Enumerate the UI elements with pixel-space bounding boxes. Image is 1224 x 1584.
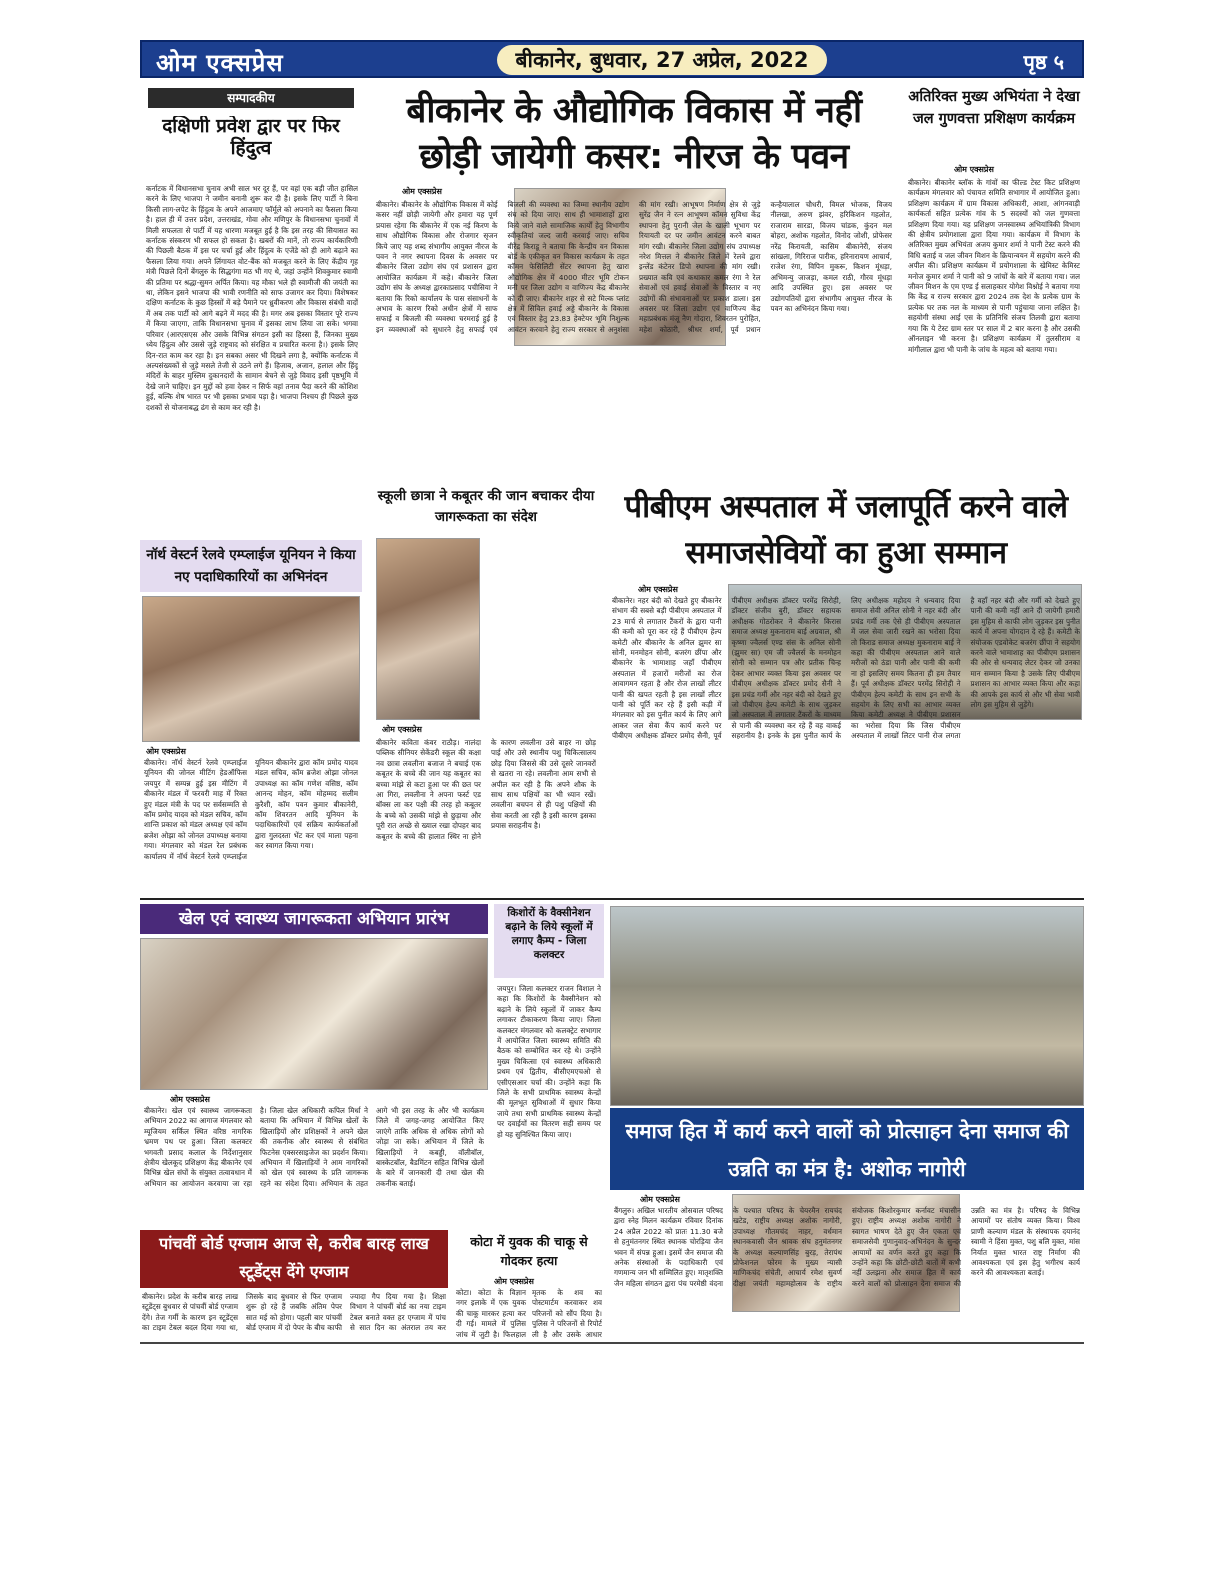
nagori-byline: ओम एक्सप्रेस — [640, 1195, 680, 1204]
nwr-byline: ओम एक्सप्रेस — [146, 747, 186, 756]
section-divider — [140, 898, 1084, 900]
paper-name: ओम एक्सप्रेस — [156, 49, 284, 77]
vaccine-headline: किशोरों के वैक्सीनेशन बढ़ाने के लिये स्कूलों में लगाए कैम्प - जिला कलक्टर — [505, 907, 593, 961]
lead-byline: ओम एक्सप्रेस — [402, 187, 442, 196]
kota-body: कोटा। कोटा के विज्ञान नगर इलाके में एक युवक की चाकू मारकर हत्या कर दी गई। मामले में पुलिस जांच में जुटी है। फिलहाल मृतक के शव का पोस्टमार्टम करवाकर शव परिजनों को सौंप दिया है। पुलिस ने परिजनों से रिपोर्ट ली है और उसके आधार — [456, 1288, 602, 1339]
pigeon-story — [372, 484, 600, 892]
vaccine-body: जयपुर। जिला कलक्टर राजन विशाल ने कहा कि किशोरों के वैक्सीनेशन को बढ़ाने के लिये स्कूलों में जाकर कैम्प लगाकर टीकाकरण किया जाए। जिला कलक्टर मंगलवार को कलक्ट्रेट सभागार में आयोजित जिला स्वास्थ्य समिति की बैठक को सम्बोधित कर रहे थे। उन्होंने मुख्य चिकित्सा एवं स्वास्थ्य अधिकारी प्रथम एवं द्वितीय, बीसीएमएचओ से एसीएसआर चर्चा की। उन्होंने कहा कि जिले के सभी प्राथमिक स्वास्थ्य केन्द्रों की मूलभूत सुविधाओं में सुधार किया जाये तथा सभी प्राथमिक स्वास्थ्य केन्द्रों पर दवाईयों का वितरण सही समय पर हो यह सुनिश्चित किया जाए। — [497, 984, 601, 1139]
exam-body: बीकानेर। प्रदेश के करीब बारह लाख स्टूडेंट्स बुधवार से पांचवीं बोर्ड एग्जाम देंगे। तेज गर्मी के कारण इन स्टूडेंट्स का टाइम टेबल बदल दिया गया था, जिसके बाद बुधवार से फिर एग्जाम शुरू हो रहे हैं जबकि अंतिम पेपर सात मई को होगा। पहली बार पांचवीं बोर्ड एग्जाम में दो पेपर के बीच काफी ज्यादा गैप दिया गया है। शिक्षा विभाग ने पांचवीं बोर्ड का नया टाइम टेबल बनाते वक्त हर एग्जाम में पांच से सात दिन का अंतराल तय कर — [142, 1292, 446, 1333]
kota-byline: ओम एक्सप्रेस — [494, 1277, 534, 1286]
nwr-photo — [142, 596, 360, 742]
editorial-headline: दक्षिणी प्रवेश द्वार पर फिर हिंदुत्व — [162, 116, 340, 159]
pigeon-body: बीकानेर कविता कंवर राठौड़। नालंदा पब्लिक सीनियर सेकेंडरी स्कूल की कक्षा नव छात्रा लवलीना बजाज ने बचाई एक कबूतर के बच्चे की जान यह कबूतर का बच्चा मांझे से कटा हुआ पर की छत पर आ गिरा, लवलीना ने अपना फर्स्ट एड बॉक्स ला कर पक्षी की तरह हो कबूतर के बच्चे को उसकी मांझे से छुड़ाया और पूरी रात अच्छे से ख्याल रखा दोपहर बाद कबूतर के बच्चे की हालात स्थिर ना होने के कारण लवलीना उसे बाहर ना छोड़ पाई और उसे स्थानीय पशु चिकित्सालय छोड़ दिया जिससे की उसे दूसरे जानवरों से खतरा ना रहे। लवलीना आम सभी से अपील कर रही है कि अपने शौक के साथ साथ पक्षियों का भी ध्यान रखें। लवलीना बचपन से ही पशु पक्षियों की सेवा करती आ रही है इसी कारण इसका प्रयास सराहनीय है। — [376, 738, 596, 841]
sports-headline: खेल एवं स्वास्थ्य जागरूकता अभियान प्रारंभ — [140, 904, 488, 934]
nagori-story — [610, 904, 1084, 1342]
pigeon-headline: स्कूली छात्रा ने कबूतर की जान बचाकर दीया जागरूकता का संदेश — [377, 488, 595, 525]
pbm-body: बीकानेर। नहर बंदी को देखते हुए बीकानेर संभाग की सबसे बड़ी पीबीएम अस्पताल में 23 मार्च से लगातार टैंकरों के द्वारा पानी की कमी को पूरा कर रहे हैं पीबीएम हेल्प कमेटी और बीकानेर के अनिल झुमर सा सोनी, मनमोहन सोनी, बजरंग छींपा और बीकानेर के भामाशाह जहाँ पीबीएम अस्पताल में हजारों मरीजों का रोज आवागमन रहता है और रोज लाखों लीटर पानी की खपत रहती है इस लाखों लीटर पानी को पूर्ति कर रहे हैं इसी कड़ी में मंगलवार को इस पुनीत कार्य के लिए आगे आकर जल सेवा कैंप कार्य करने पर पीबीएम अधीक्षक डॉक्टर प्रमोद सैनी, पूर्व पीबीएम अधीक्षक डॉक्टर परमेंद्र सिरोही, डॉक्टर संजीव बुरी, डॉक्टर सहायक अधीक्षक गोठरोकर ने बीकानेर किरास समाज अध्यक्ष मुकनाराम बाई अग्रवाल, श्री कृष्णा ज्वैलर्स एण्ड संस के अनिल सोनी (झुमर सा) एम जी ज्वैलर्स के मनमोहन सोनी को सम्मान पत्र और प्रतीक चिन्ह देकर आभार व्यक्त किया इस अवसर पर पीबीएम अधीक्षक डॉक्टर प्रमोद सैनी ने इस प्रचंड गर्मी और नहर बंदी को देखते हुए जो पीबीएम हेल्प कमेटी के साथ जुड़कर जो अस्पताल में लगातार टैंकरों के माध्यम से पानी की व्यवस्था कर रहे हैं वह वाकई सहरानीय है। इनके के इस पुनीत कार्य के लिए अधीक्षक महोदय ने धन्यवाद दिया समाज सेवी अनिल सोनी ने नहर बंदी और प्रचंड गर्मी तक ऐसे ही पीबीएम अस्पताल में जल सेवा जारी रखने का भरोसा दिया तो किराड समाज अध्यक्ष मुकनाराम बाई ने कहा की पीबीएम अस्पताल आने वाले मरीजों को ठंडा पानी और पानी की कमी ना हो इसलिए समय कितना ही हम तैयार हैं। पूर्व अधीक्षक डॉक्टर परमेंद्र सिरोही ने पीबीएम हेल्प कमेटी के साथ इन सभी के सहयोग के लिए सभी का आभार व्यक्त किया कमेटी अध्यक्ष ने पीबीएम प्रशासन का भरोसा दिया कि जिस पीबीएम अस्पताल में लाखों लिटर पानी रोज लगता है वहाँ नहर बंदी और गर्मी को देखते हुए पानी की कमी नहीं आने दी जायेगी हमारी इस मुहिम से काफी लोग जुड़कर इस पुनीत कार्य में अपना योगदान दे रहे हैं। कमेटी के संयोजक एडवोकेट बजरंग छींपा ने सहयोग करने वाले भामाशाह का पीबीएम प्रशासन की ओर से धन्यवाद लेटर देकर जो उनका मान सम्मान किया है उसके लिए पीबीएम प्रशासन का आभार व्यक्त किया और कहा की आपके इस कार्य से और भी सेवा भावी लोग इस मुहिम से जुड़ेंगे। — [612, 596, 1080, 741]
vaccine-story — [494, 904, 604, 1226]
sports-story — [140, 904, 488, 1226]
lead-story — [372, 186, 896, 478]
pigeon-byline: ओम एक्सप्रेस — [382, 725, 422, 734]
nagori-headline: समाज हित में कार्य करने वालों को प्रोत्साहन देना समाज की उन्नति का मंत्र है: अशोक नागोरी — [625, 1119, 1069, 1181]
editorial-label: सम्पादकीय — [148, 88, 354, 108]
masthead — [140, 40, 1084, 78]
nagori-body: बैंगलुरु। अखिल भारतीय ओसवाल परिषद द्वारा स्नेह मिलन कार्यक्रम रविवार दिनांक 24 अप्रैल 2022 को प्रातः 11.30 बजे से हनुमंतनगर स्थित स्थानक चोरड़िया जैन भवन में संपन्न हुआ। इसमें जैन समाज की अनेक संस्थाओं के पदाधिकारी एवं गणमान्य जन भी सम्मिलित हुए। मातृशक्ति जैन महिला संगठन द्वारा पंच परमेष्ठी वंदना के पश्चात परिषद के चेयरमैन रायचंद खटेड, राष्ट्रीय अध्यक्ष अशोक नागोरी, उपाध्यक्ष गौतमचंद नाहर, वर्धमान स्थानकवासी जैन श्रावक संघ हनुमंतनगर के अध्यक्ष कल्याणसिंह बुरड़, तेरापंथ प्रोफेशनल फोरम के मुख्य न्यासी माणिकचंद संचेती, आचार्य रमेश सुवर्ण दीक्षा जयंती महामहोत्सव के राष्ट्रीय संयोजक किशोरकुमार कर्नावट मंचासीन हुए। राष्ट्रीय अध्यक्ष अशोक नागोरी ने स्वागत भाषण देते हुए जैन एकता एवं समाजसेवी गुणानुवाद-अभिनंदन के सुन्दर आयामों का वर्णन करते हुए कहा कि उन्होंने कहा कि छोटी-छोटी बातों में कभी नहीं उलझना और समाज हित में कार्य करने वालों को प्रोत्साहन देना समाज की उन्नति का मंत्र है। परिषद के विभिन्न आयामों पर संतोष व्यक्त किया। विश्व प्राणी कल्याण मंडल के संस्थापक दयानंद स्वामी ने हिंसा मुक्त, पशु बलि मुक्त, मांस निर्यात मुक्त भारत राष्ट्र निर्माण की आवश्यकता एवं इस हेतु भगीरथ कार्य करने की आवश्यकता बताई। — [614, 1206, 1080, 1288]
water-headline: अतिरिक्त मुख्य अभियंता ने देखा जल गुणवत्ता प्रशिक्षण कार्यक्रम — [908, 89, 1080, 127]
lead-body: बीकानेर। बीकानेर के औद्योगिक विकास में कोई कसर नहीं छोड़ी जायेगी और हमारा यह पूर्ण प्रयास रहेगा कि बीकानेर में एक नई किरण के साथ औद्योगिक विकास और रोजगार सृजन किये जाए यह शब्द संभागीय आयुक्त नीरज के पवन ने नगर स्थापना दिवस के अवसर पर बीकानेर जिला उद्योग संघ एवं प्रशासन द्वारा आयोजित कार्यक्रम में कहे। बीकानेर जिला उद्योग संघ के अध्यक्ष द्वारकाप्रसाद पचीसिया ने बताया कि रिको कार्यालय के पास संसाधनों के अभाव के कारण रिको अधीन क्षेत्रों में साफ सफाई व बिजली की व्यवस्था चरमराई हुई है इन व्यवस्थाओं को सुधारने हेतु सफाई एवं बिजली की व्यवस्था का जिम्मा स्थानीय उद्योग संघ को दिया जाए। साथ ही भामाशाहों द्वारा किये जाने वाले सामाजिक कार्यों हेतु विभागीय स्वीकृतियां जल्द जारी करवाई जाए। सचिव वीरेंद्र किराडू ने बताया कि केन्द्रीय वन विकास बोर्ड के एकीकृत वन विकास कार्यक्रम के तहत कॉमन फेसिलिटी सेंटर स्थापना हेतु खारा औद्योगिक क्षेत्र में 4000 मीटर भूमि टोकन मनी पर जिला उद्योग व वाणिज्य केंद्र बीकानेर को दी जाए। बीकानेर शहर से सटे मिल्क प्लांट क्षेत्र में सिविल हवाई अड्डे बीकानेर के विकास एवं विस्तार हेतु 23.83 हेक्टेयर भूमि निशुल्क आवंटन करवाने हेतु राज्य सरकार से अनुशंसा की मांग रखी। आभूषण निर्माण क्षेत्र से जुड़े सुरेंद्र जैन ने रत्न आभूषण कॉमन सुविधा केंद्र स्थापना हेतु पुरानी जेल के खाली भूभाग पर रियायती दर पर जमीन आवंटन करने बाबत मांग रखी। बीकानेर जिला उद्योग संघ उपाध्यक्ष नरेश मित्तल ने बीकानेर जिले में रेलवे द्वारा इन्लेंड कंटेनर डिपो स्थापना की मांग रखी। प्रख्यात कवि एवं कथाकार कमल रंगा ने रेल सेवाओं एवं हवाई सेवाओं के विस्तार व नए उद्योगों की संभावनाओं पर प्रकाश डाला। इस अवसर पर जिला उद्योग एवं वाणिज्य केंद्र महाप्रबंधक मंजू नैण गोदारा, शिवरतन पुरोहित, महेश कोठारी, श्रीधर शर्मा, पूर्व प्रधान कन्हैयालाल चौधरी, विमल भोजक, विजय नीलखा, अरुण झंवर, हरिकिशन गहलोत, राजाराम सारडा, विजय चांडक, कुंदन मल बोहरा, अशोक गहलोत, विनोद जोशी, प्रोफेसर नरेंद्र किरायती, कासिम बीकानेरी, संजय सांखला, गिरिराज पारीक, हरिनारायण आचार्य, राजेश रंगा, विपिन मुकरू, किशन मूंधड़ा, अभिमन्यु जाजड़ा, कमल राठी, गौरव मूंधड़ा आदि उपस्थित हुए। इस अवसर पर उद्योगपतियों द्वारा संभागीय आयुक्त नीरज के पवन का अभिनंदन किया गया। — [376, 200, 892, 334]
sports-byline: ओम एक्सप्रेस — [170, 1095, 210, 1104]
pbm-story — [608, 480, 1084, 892]
exam-story — [140, 1230, 448, 1342]
page-number: पृष्ठ ५ — [1023, 50, 1064, 74]
water-story — [904, 84, 1084, 476]
kota-story — [454, 1230, 604, 1342]
editorial-section — [140, 86, 362, 536]
sports-photo — [140, 938, 488, 1090]
nagori-photo-top — [610, 906, 1084, 1106]
lead-headline: बीकानेर के औद्योगिक विकास में नहीं छोड़ी जायेगी कसर: नीरज के पवन — [406, 91, 862, 177]
dateline: बीकानेर, बुधवार, 27 अप्रेल, 2022 — [497, 45, 827, 75]
editorial-body: कर्नाटक में विधानसभा चुनाव अभी साल भर दूर हैं, पर वहां एक बड़ी जीत हासिल करने के लिए भाजपा ने जमीन बनानी शुरू कर दी है। इसके लिए पार्टी ने बिना किसी लाग-लपेट के हिंदुत्व के अपने आजमाए फॉर्मूले को अपनाने का फैसला किया है। हाल ही में उत्तर प्रदेश, उत्तराखंड, गोवा और मणिपुर के विधानसभा चुनावों में मिली सफलता से पार्टी में यह धारणा मजबूत हुई है कि इस तरह की सियासत का कर्नाटक संस्करण भी सफल हो सकता है। खबरों की मानें, तो राज्य कार्यकारिणी की पिछली बैठक में इस पर चर्चा हुई और हिंदुत्व के एजेंडे को ही आगे बढ़ाने का फैसला लिया गया। अपने लिंगायत वोट-बैंक को मजबूत करने के लिए केंद्रीय गृह मंत्री पिछले दिनों बेंगलुरु के सिद्धगंगा मठ भी गए थे, जहां उन्होंने शिवकुमार स्वामी की प्रतिमा पर श्रद्धा-सुमन अर्पित किया। यह मौका भले ही स्वामीजी की जयंती का था, लेकिन इसने भाजपा की भावी रणनीति को साफ उजागर कर दिया। विशेषकर दक्षिण कर्नाटक के कुछ हिस्सों में बड़े पैमाने पर ध्रुवीकरण और विकास संबंधी वादों में अब तक पार्टी को आगे बढ़ने में मदद की है। मगर अब इसका विस्तार पूरे राज्य में किया जाएगा, ताकि विधानसभा चुनाव में इसका लाभ लिया जा सके। भगवा परिवार (आरएसएस और उसके विभिन्न संगठन इसी का हिस्सा हैं, जिनका मुख्य ध्येय हिंदुत्व और उससे जुड़े राष्ट्रवाद को संरक्षित व प्रचारित करना है।) इसके लिए दिन-रात काम कर रहा है। इन सबका असर भी दिखने लगा है, क्योंकि कर्नाटक में अल्पसंख्यकों से जुड़े मसले तेजी से उठने लगे हैं। हिजाब, अजान, हलाल और हिंदू मंदिरों के बाहर मुस्लिम दुकानदारों के सामान बेचने से जुड़े विवाद इसी पृष्ठभूमि में देखे जाने चाहिए। इन मुद्दों को हवा देकर न सिर्फ वहां तनाव पैदा करने की कोशिश हुई, बल्कि शेष भारत पर भी इसका प्रभाव पड़ा है। भाजपा निश्चय ही पिछले कुछ दशकों से योजनाबद्ध ढंग से काम कर रही है। — [146, 184, 358, 412]
water-byline: ओम एक्सप्रेस — [954, 165, 994, 174]
water-body: बीकानेर। बीकानेर ब्लॉक के गांवों का फील्ड टेस्ट किट प्रशिक्षण कार्यक्रम मंगलवार को पंचायत समिति सभागार में आयोजित हुआ। प्रशिक्षण कार्यक्रम में ग्राम विकास अधिकारी, आशा, आंगनवाड़ी कार्यकर्ता सहित प्रत्येक गांव के 5 सदस्यों को जल गुणवत्ता प्रशिक्षण दिया गया। यह प्रशिक्षण जनस्वास्थ्य अभियांत्रिकी विभाग की क्षेत्रीय प्रयोगशाला द्वारा दिया गया। कार्यक्रम में विभाग के अतिरिक्त मुख्य अभियंता अजय कुमार शर्मा ने पानी टेस्ट करने की विधि बताई व जल जीवन मिशन के क्रियान्वयन में सहयोग करने की अपील की। प्रशिक्षण कार्यक्रम में प्रयोगशाला के खेमिस्ट केमिस्ट मनोज कुमार शर्मा ने पानी को 9 जांचों के बारे में बताया गया। जल जीवन मिशन के एम एण्ड ई सलाहकार योगेश विश्नोई ने बताया गया कि केंद्र व राज्य सरकार द्वारा 2024 तक देश के प्रत्येक ग्राम के प्रत्येक घर तक नल के माध्यम से पानी पहुंचाया जाना लक्षित है। सहयोगी संस्था आई एस के प्रतिनिधि संजय तिलवी द्वारा बताया गया कि ये टेस्ट ग्राम स्तर पर साल में 2 बार करना है और उसकी ऑनलाइन भी करना है। प्रशिक्षण कार्यक्रम में तुलसीराम व मांगीलाल द्वारा भी पानी के जांच के महत्व को बताया गया। — [908, 178, 1080, 354]
nwr-headline: नॉर्थ वेस्टर्न रेलवे एम्प्लाईज यूनियन ने किया नए पदाधिकारियों का अभिनंदन — [146, 547, 356, 585]
lead-headline-area — [372, 84, 896, 184]
nwr-story — [140, 540, 362, 892]
pbm-byline: ओम एक्सप्रेस — [638, 585, 678, 594]
lower-rule — [140, 1342, 1084, 1344]
nwr-body: बीकानेर। नॉर्थ वेस्टर्न रेलवे एम्प्लाईज यूनियन की जोनल मीटिंग हेडऑफिस जयपुर में सम्पन्न हुई इस मीटिंग में बीकानेर मंडल में फरवरी माह में रिक्त हुए मंडल मंत्री के पद पर सर्वसम्मति से कॉम प्रमोद यादव को मंडल सचिव, कॉम शान्ति प्रकाश को मंडल अध्यक्ष एवं कॉम ब्रजेश ओझा को जोनल उपाध्यक्ष बनाया गया। मंगलवार को मंडल रेल प्रबंधक कार्यालय में नॉर्थ वेस्टर्न रेलवे एम्प्लाईज यूनियन बीकानेर द्वारा कॉम प्रमोद यादव मंडल सचिव, कॉम ब्रजेश ओझा जोनल उपाध्यक्ष का कॉम गणेश वसिष्ठ, कॉम आनन्द मोहन, कॉम मोहम्मद सलीम कुरैशी, कॉम पवन कुमार बीकानेरी, कॉम शिवरतन आदि यूनियन के पदाधिकारियों एवं सक्रिय कार्यकर्ताओं द्वारा गुलदस्ता भेंट कर एवं माला पहना कर स्वागत किया गया। — [144, 758, 358, 861]
sports-body: बीकानेर। खेल एवं स्वास्थ्य जागरूकता अभियान 2022 का आगाज मंगलवार को म्यूजियम सर्किल स्थित वरिष्ठ नागरिक भ्रमण पथ पर हुआ। जिला कलक्टर भगवती प्रसाद कलाल के निर्देशानुसार क्षेत्रीय खेलकूद प्रशिक्षण केंद्र बीकानेर एवं विभिन्न खेल संघों के संयुक्त तत्वावधान में अभियान का आयोजन करवाया जा रहा है। जिला खेल अधिकारी कपिल मिर्धा ने बताया कि अभियान में विभिन्न खेलों के खिलाड़ियों और प्रशिक्षकों ने अपने खेल की तकनीक और स्वास्थ्य से संबंधित फिटनेस एक्सरसाइजेज का प्रदर्शन किया। अभियान में खिलाड़ियों ने आम नागरिकों को खेल एवं स्वास्थ्य के प्रति जागरूक रहने का संदेश दिया। अभियान के तहत आगे भी इस तरह के और भी कार्यक्रम जिले में जगह-जगह आयोजित किए जाएंगे ताकि अधिक से अधिक लोगों को जोड़ा जा सके। अभियान में जिले के खिलाड़ियों ने कबड्डी, वॉलीबॉल, बास्केटबॉल, बैडमिंटन सहित विभिन्न खेलों के बारे में जानकारी दी तथा खेल की तकनीक बताई। — [144, 1106, 484, 1188]
kota-headline: कोटा में युवक की चाकू से गोदकर हत्या — [470, 1234, 588, 1268]
exam-headline: पांचवीं बोर्ड एग्जाम आज से, करीब बारह लाख स्टूडेंट्स देंगे एग्जाम — [140, 1230, 448, 1288]
pbm-headline: पीबीएम अस्पताल में जलापूर्ति करने वाले समाजसेवियों का हुआ सम्मान — [624, 489, 1068, 571]
